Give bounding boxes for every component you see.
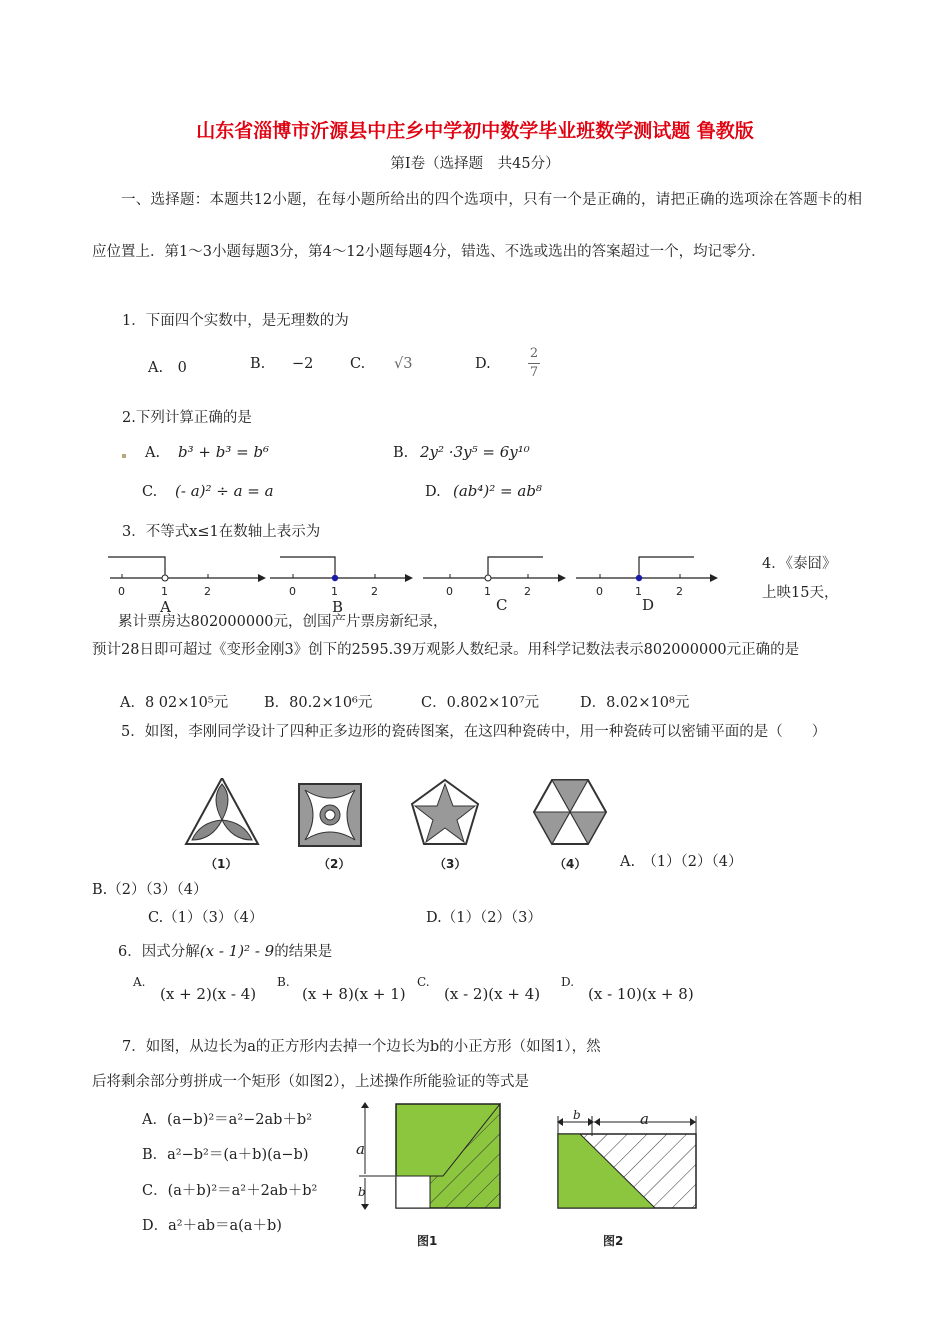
- q7-option-c: C．(a＋b)²＝a²＋2ab＋b²: [142, 1183, 318, 1199]
- tile-figure-2: [299, 784, 361, 846]
- q7-option-d: D．a²＋ab＝a(a＋b): [142, 1218, 282, 1234]
- bullet-mark: [122, 454, 126, 458]
- q1-option-b-value: −2: [292, 356, 314, 372]
- section-subtitle: 第Ⅰ卷（选择题 共45分）: [390, 156, 560, 172]
- q3-option-b: B: [332, 598, 344, 616]
- q7-line-1: 7．如图，从边长为a的正方形内去掉一个边长为b的小正方形（如图1），然: [122, 1039, 601, 1055]
- figure-1: [355, 1100, 515, 1220]
- number-line-a: [108, 557, 266, 582]
- q7-option-a: A．(a−b)²＝a²−2ab＋b²: [142, 1112, 313, 1128]
- tile-caption-3: （3）: [434, 857, 467, 871]
- number-line-c: [423, 557, 566, 582]
- q2-option-b-expr: 2y² ·3y⁵ = 6y¹⁰: [420, 443, 530, 461]
- q5-option-d: D.（1）（2）（3）: [426, 910, 542, 926]
- q2-option-a-expr: b³ + b³ = b⁶: [178, 443, 270, 461]
- q4-side-text-2: 上映15天，: [762, 585, 839, 601]
- q4-side-text-1: 4．《泰囧》: [762, 556, 837, 572]
- tile-caption-1: （1）: [205, 857, 238, 871]
- q1-option-d-fraction: [528, 345, 540, 382]
- q5-option-a: A. （1）（2）（4）: [620, 854, 743, 870]
- q5-stem: 5．如图，李刚同学设计了四种正多边形的瓷砖图案，在这四种瓷砖中，用一种瓷砖可以密铺平面的是（ ）: [121, 724, 827, 740]
- q7-line-2: 后将剩余部分剪拼成一个矩形（如图2），上述操作所能验证的等式是: [92, 1074, 529, 1090]
- tile-caption-4: （4）: [554, 857, 587, 871]
- tick-label: 1: [161, 585, 168, 598]
- q4-option-b: B．80.2×10⁶元: [264, 695, 373, 711]
- figure-2: [550, 1112, 710, 1212]
- q5-option-c: C.（1）（3）（4）: [148, 910, 264, 926]
- tile-caption-2: （2）: [318, 857, 351, 871]
- q2-option-c-expr: (- a)² ÷ a = a: [175, 482, 274, 500]
- tile-figure-1: [186, 778, 258, 844]
- tick-label: 2: [676, 585, 683, 598]
- figure-1-caption: 图1: [417, 1234, 438, 1248]
- figure-2-label-a: a: [640, 1110, 649, 1128]
- q2-option-d-label: D.: [425, 484, 441, 500]
- q4-option-d: D．8.02×10⁸元: [580, 695, 690, 711]
- figure-2-label-b: b: [573, 1108, 581, 1122]
- q6-option-b-expr: (x + 8)(x + 1): [302, 985, 406, 1003]
- q2-option-b-label: B.: [393, 445, 409, 461]
- q6-option-d-label: D.: [561, 975, 575, 989]
- q1-option-d-label: D.: [475, 356, 491, 372]
- q6-stem: [118, 940, 332, 961]
- tick-label: 1: [635, 585, 642, 598]
- q2-option-a-label: A.: [145, 445, 161, 461]
- tick-label: 0: [289, 585, 296, 598]
- q5-option-b: B.（2）（3）（4）: [92, 882, 208, 898]
- q2-stem: 2.下列计算正确的是: [122, 410, 252, 426]
- q6-option-c-label: C.: [417, 975, 430, 989]
- number-line-d: [576, 557, 718, 582]
- tick-label: 1: [331, 585, 338, 598]
- fraction-numerator: 2: [529, 346, 539, 361]
- q3-stem: 3．不等式x≤1在数轴上表示为: [122, 524, 321, 540]
- figure-2-caption: 图2: [603, 1234, 624, 1248]
- q6-option-b-label: B.: [277, 975, 290, 989]
- figure-1-label-a: a: [356, 1140, 365, 1158]
- q4-line-2: 预计28日即可超过《变形金刚3》创下的2595.39万观影人数纪录。用科学记数法表示802000000元正确的是: [92, 642, 800, 658]
- number-line-figures: [100, 548, 730, 614]
- tick-label: 2: [204, 585, 211, 598]
- q6-option-a-expr: (x + 2)(x - 4): [160, 985, 257, 1003]
- q1-option-c-label: C.: [350, 356, 366, 372]
- tick-label: 1: [484, 585, 491, 598]
- q4-line-1: 累计票房达802000000元，创国产片票房新纪录，: [118, 614, 448, 630]
- tick-label: 2: [524, 585, 531, 598]
- number-line-b: [270, 557, 413, 582]
- page-title: 山东省淄博市沂源县中庄乡中学初中数学毕业班数学测试题 鲁教版: [196, 120, 754, 142]
- q2-option-c-label: C.: [142, 484, 158, 500]
- q6-stem-pre: 6．因式分解: [118, 944, 200, 960]
- tile-figure-3: [412, 780, 478, 844]
- q1-option-c-value: √3: [394, 356, 413, 372]
- q6-stem-expr: (x - 1)² - 9: [199, 942, 275, 960]
- tick-label: 0: [596, 585, 603, 598]
- q2-option-d-expr: (ab⁴)² = ab⁸: [453, 482, 542, 500]
- q6-option-c-expr: (x - 2)(x + 4): [444, 985, 541, 1003]
- q1-option-a: A. 0: [148, 360, 187, 376]
- tile-figure-4: [534, 780, 606, 844]
- tick-label: 0: [118, 585, 125, 598]
- q3-option-a: A: [160, 598, 171, 616]
- q1-option-b-label: B.: [250, 356, 266, 372]
- q7-option-b: B．a²−b²＝(a＋b)(a−b): [142, 1147, 309, 1163]
- q6-option-a-label: A.: [133, 975, 146, 989]
- q4-option-a: A．8 02×10⁵元: [120, 695, 229, 711]
- fraction-denominator: 7: [529, 365, 539, 380]
- q6-option-d-expr: (x - 10)(x + 8): [588, 985, 694, 1003]
- q3-option-d: D: [642, 596, 655, 614]
- q4-option-c: C．0.802×10⁷元: [421, 695, 540, 711]
- tick-label: 2: [371, 585, 378, 598]
- tick-label: 0: [446, 585, 453, 598]
- q3-option-c: C: [496, 596, 508, 614]
- q6-stem-post: 的结果是: [274, 944, 333, 960]
- instructions: 一、选择题：本题共12小题，在每小题所给出的四个选项中，只有一个是正确的，请把正确的选项涂在答题卡的相应位置上．第1～3小题每题3分，第4～12小题每题4分，错选、不选或选出的答案超过一个，均记零分．: [92, 192, 862, 260]
- q1-stem: 1．下面四个实数中，是无理数的为: [122, 313, 349, 329]
- figure-1-label-b: b: [358, 1185, 366, 1199]
